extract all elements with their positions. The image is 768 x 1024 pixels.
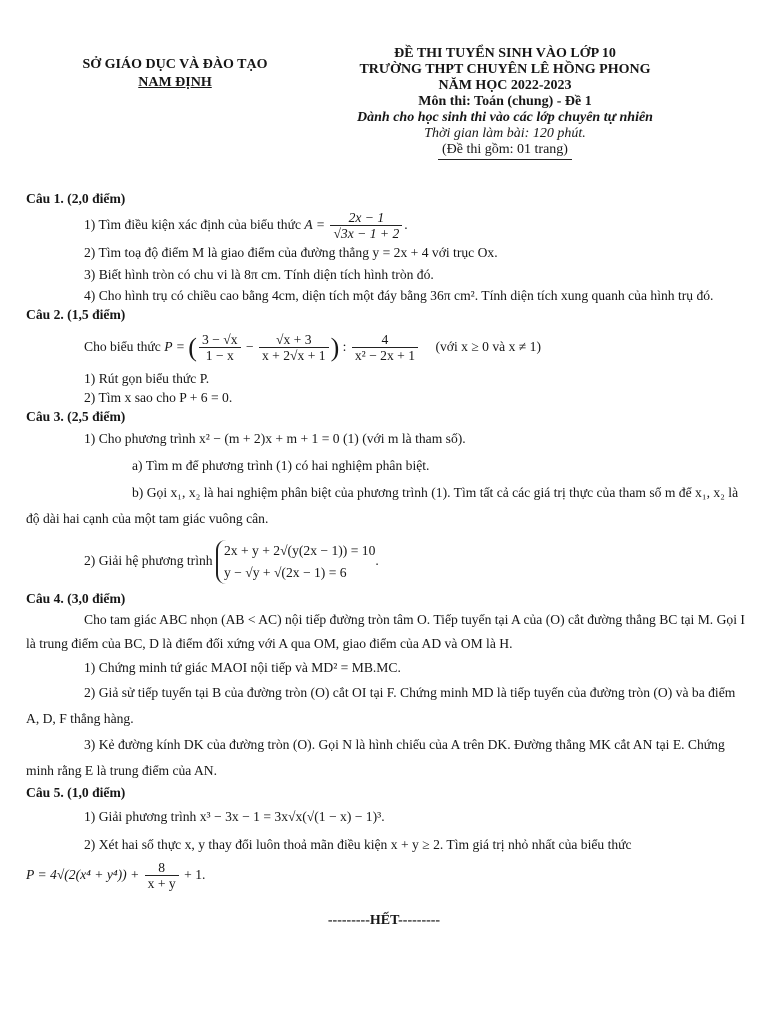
q2-part1: 1) Rút gọn biểu thức P. (84, 371, 210, 386)
q4-part1: 1) Chứng minh tứ giác MAOI nội tiếp và MD² = MB.MC. (84, 660, 401, 675)
q5-title: Câu 5. (1,0 điểm) (26, 785, 126, 800)
q1-part2: 2) Tìm toạ độ điểm M là giao điểm của đường thẳng y = 2x + 4 với trục Ox. (84, 245, 498, 260)
q5-fraction: $\frac{8}{x + y}$ (145, 860, 179, 891)
province-name: NAM ĐỊNH (138, 75, 212, 90)
q3-part1b: b) Gọi x₁, x₂ là hai nghiệm phân biệt của phương trình (1). Tìm tất cả các giá trị thực của tham số m để x₁, x₂ là độ dài hai cạnh của một tam giác vuông cân. (26, 485, 739, 526)
q1-part4: 4) Cho hình trụ có chiều cao bằng 4cm, diện tích một đáy bằng 36π cm². Tính diện tích xung quanh của hình trụ đó. (84, 288, 714, 303)
q5-part2: 2) Xét hai số thực x, y thay đổi luôn thoả mãn điều kiện x + y ≥ 2. Tìm giá trị nhỏ nhất của biểu thức (84, 837, 632, 852)
page-count-note: (Đề thi gồm: 01 trang) (438, 142, 572, 160)
q1-title: Câu 1. (2,0 điểm) (26, 191, 126, 206)
q2-part2: 2) Tìm x sao cho P + 6 = 0. (84, 390, 233, 405)
subject-line: Môn thi: Toán (chung) - Đề 1 (418, 94, 592, 109)
q1-part3: 3) Biết hình tròn có chu vi là 8π cm. Tính diện tích hình tròn đó. (84, 267, 434, 282)
header-right (300, 46, 710, 160)
q2-fraction-3: $\frac{4}{\text{x² − 2x + 1}}$ (352, 332, 418, 363)
q3-part1a: a) Tìm m để phương trình (1) có hai nghiệm phân biệt. (132, 458, 430, 473)
department-name: SỞ GIÁO DỤC VÀ ĐÀO TẠO (82, 57, 268, 72)
q1-part1: 1) Tìm điều kiện xác định của biểu thức A = $\frac{2x - 1}{√3x - 1 + 2}$ . (84, 210, 408, 242)
q5-part1: 1) Giải phương trình x³ − 3x − 1 = 3x√x(√(1 − x) − 1)³. (84, 809, 385, 824)
q3-part1: 1) Cho phương trình x² − (m + 2)x + m + 1 = 0 (1) (với m là tham số). (84, 431, 466, 446)
q3-title: Câu 3. (2,5 điểm) (26, 409, 126, 424)
exam-title: ĐỀ THI TUYỂN SINH VÀO LỚP 10 (394, 46, 616, 61)
q2-title: Câu 2. (1,5 điểm) (26, 307, 126, 322)
q5-expression: P = 4√(2(x⁴ + y⁴)) + $\frac{8}{x + y}$ + 1. (26, 860, 206, 892)
q4-intro: Cho tam giác ABC nhọn (AB < AC) nội tiếp đường tròn tâm O. Tiếp tuyến tại A của (O) cắt đường thẳng BC tại M. Gọi I là trung điểm của BC, D là điểm đối xứng với A qua OM, giao điểm của AD và OM là H. (26, 612, 745, 651)
end-marker: ---------HẾT--------- (327, 913, 441, 928)
q3-part2: 2) Giải hệ phương trình 2x + y + 2√(y(2x − 1)) = 10 y − √y + √(2x − 1) = 6 . (26, 532, 748, 590)
q4-part2: 2) Giả sử tiếp tuyến tại B của đường tròn (O) cắt OI tại F. Chứng minh MD là tiếp tuyến của đường tròn (O) và ba điểm A, D, F thẳng hàng. (26, 685, 736, 726)
school-name: TRƯỜNG THPT CHUYÊN LÊ HỒNG PHONG (359, 62, 651, 77)
header-left (50, 56, 300, 92)
q2-fraction-2: $\frac{√x + 3}{x + 2√x + 1}$ (259, 332, 329, 363)
q3-equation-system: 2x + y + 2√(y(2x − 1)) = 10 y − √y + √(2x − 1) = 6 (216, 540, 375, 584)
q4-title: Câu 4. (3,0 điểm) (26, 591, 126, 606)
duration-line: Thời gian làm bài: 120 phút. (424, 126, 586, 141)
q2-fraction-1: $\frac{3 - √x}{1 - x}$ (199, 332, 241, 363)
q1-fraction: $\frac{2x - 1}{√3x - 1 + 2}$ (330, 210, 402, 241)
target-line: Dành cho học sinh thi vào các lớp chuyên tự nhiên (357, 110, 653, 125)
q2-expression: Cho biểu thức P = ( $\frac{3 - √x}{1 - x}$ − $\frac{√x + 3}{x + 2√x + 1}$ ) : $\frac{4}{\text{x² − 2x + 1}}$ (với x ≥ 0 và x ≠ 1) (84, 332, 541, 364)
exam-body (26, 190, 748, 892)
school-year: NĂM HỌC 2022-2023 (438, 78, 572, 93)
q4-part3: 3) Kẻ đường kính DK của đường tròn (O). Gọi N là hình chiếu của A trên DK. Đường thẳng MK cắt AN tại E. Chứng minh rằng E là trung điểm của AN. (26, 737, 725, 778)
